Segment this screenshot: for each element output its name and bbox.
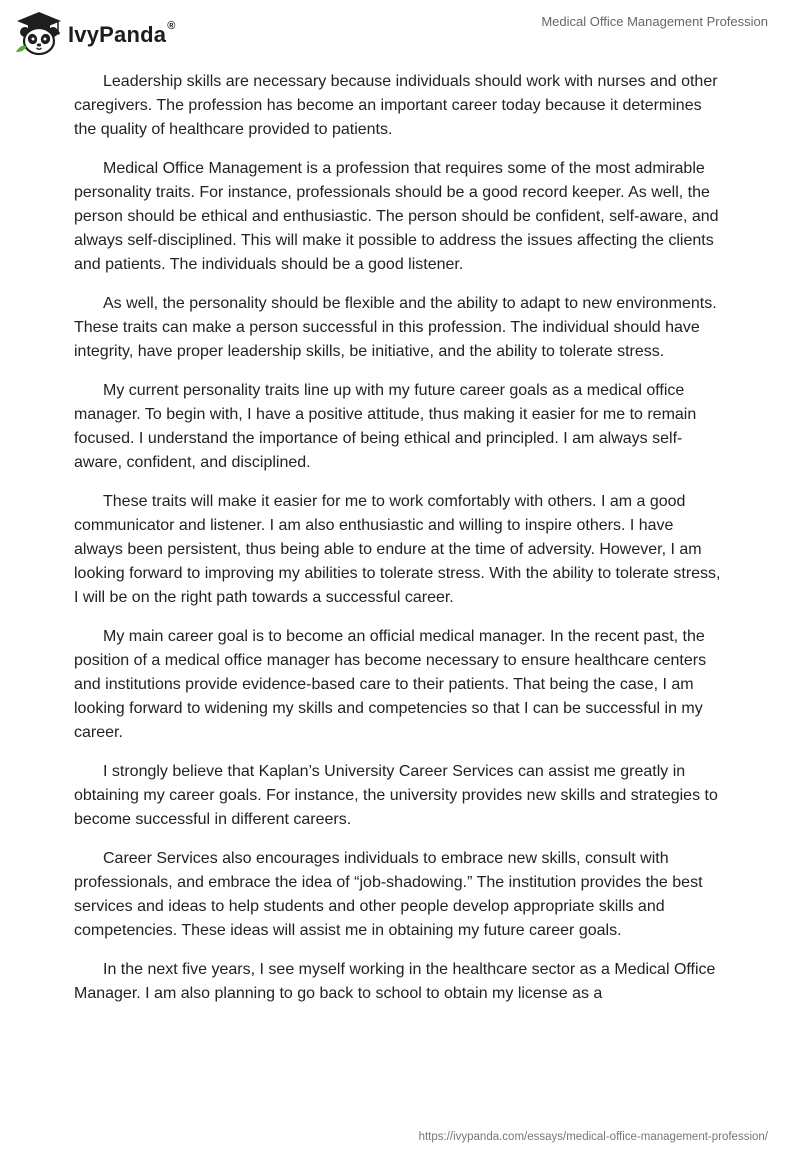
page-header — [0, 0, 800, 70]
paragraph: As well, the personality should be flexible and the ability to adapt to new environments. These traits can make a person successful in this profession. The individual should have integrity, have proper leadership skills, be initiative, and the ability to tolerate stress. — [74, 295, 717, 360]
essay-body — [74, 70, 726, 1021]
paragraph: Medical Office Management is a profession that requires some of the most admirable personality traits. For instance, professionals should be a good record keeper. As well, the person should be ethical and enthusiastic. The person should be confident, self-aware, and always self-disciplined. This will make it possible to address the issues affecting the clients and patients. The individuals should be a good listener. — [74, 160, 719, 273]
document-title: Medical Office Management Profession — [541, 14, 768, 29]
paragraph: These traits will make it easier for me to work comfortably with others. I am a good communicator and listener. I am also enthusiastic and willing to inspire others. I have always been persistent, thus being able to endure at the time of adversity. However, I am looking forward to improving my abilities to tolerate stress. With the ability to tolerate stress, I will be on the right path towards a successful career. — [74, 493, 721, 606]
paragraph: I strongly believe that Kaplan’s University Career Services can assist me greatly in obtaining my career goals. For instance, the university provides new skills and strategies to become successful in different careers. — [74, 763, 718, 828]
paragraph: My current personality traits line up with my future career goals as a medical office manager. To begin with, I have a positive attitude, thus making it easier for me to remain focused. I understand the importance of being ethical and principled. I am always self-aware, confident, and disciplined. — [74, 382, 697, 471]
registered-mark: ® — [167, 20, 176, 32]
brand-name: IvyPanda® — [68, 20, 176, 47]
paragraph: In the next five years, I see myself working in the healthcare sector as a Medical Office Manager. I am also planning to go back to school to obtain my license as a — [74, 961, 716, 1002]
panda-graduate-icon — [14, 10, 64, 56]
paragraph: My main career goal is to become an official medical manager. In the recent past, the position of a medical office manager has become necessary to ensure healthcare centers and institutions provide evidence-based care to their patients. That being the case, I am looking forward to widening my skills and competencies so that I can be successful in my career. — [74, 628, 707, 741]
source-url-link[interactable]: https://ivypanda.com/essays/medical-office-management-profession/ — [418, 1131, 768, 1143]
paragraph: Career Services also encourages individuals to embrace new skills, consult with professionals, and embrace the idea of “job-shadowing.” The institution provides the best services and ideas to help students and other people develop appropriate skills and competencies. These ideas will assist me in obtaining my future career goals. — [74, 850, 703, 939]
paragraph: Leadership skills are necessary because individuals should work with nurses and other caregivers. The profession has become an important career today because it determines the quality of healthcare provided to patients. — [74, 73, 718, 138]
ivypanda-logo[interactable] — [14, 10, 176, 56]
